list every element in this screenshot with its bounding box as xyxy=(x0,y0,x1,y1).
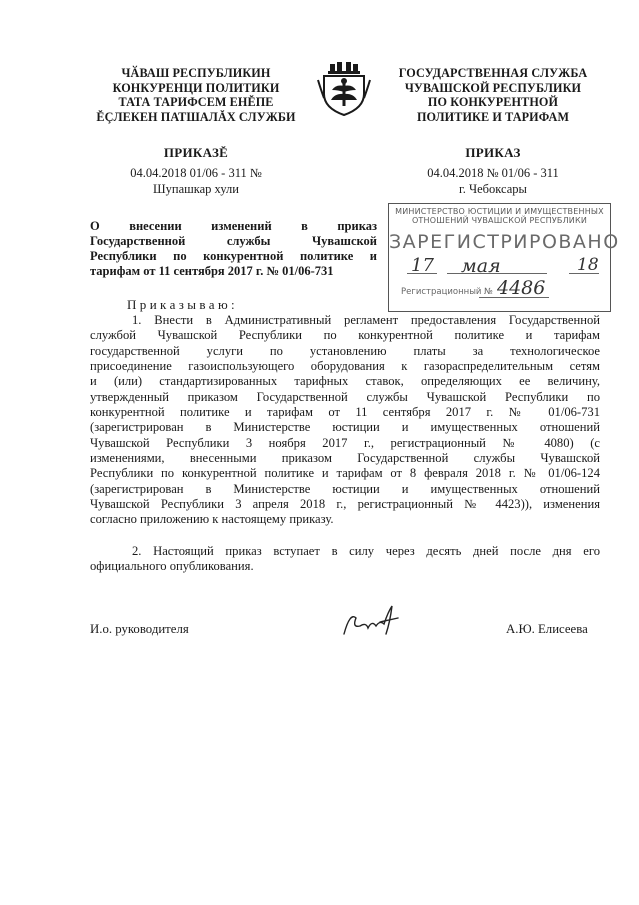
stamp-year: 18 xyxy=(577,255,599,275)
body-line: (зарегистрирован в Министерстве юстиции и имущественных отношений xyxy=(90,420,600,435)
body-line: 1. Внести в Административный регламент предоставления Государственной xyxy=(132,313,600,327)
stamp-day: 17 xyxy=(411,255,434,276)
header-right-line: ПОЛИТИКЕ И ТАРИФАМ xyxy=(416,109,570,124)
body-line: (зарегистрирован в Министерстве юстиции и имущественных отношений xyxy=(90,481,600,496)
subject-line: тарифам от 11 сентября 2017 г. № 01/06-731 xyxy=(90,264,334,278)
body-line: конкурентной политике и тарифам от 11 сентября 2017 г. № 01/06-731 xyxy=(90,405,600,420)
paragraph-2 xyxy=(90,544,600,575)
header-left xyxy=(96,66,296,124)
handwritten-signature xyxy=(340,598,402,642)
signer-position: И.о. руководителя xyxy=(90,622,189,636)
header-right-line: ЧУВАШСКОЙ РЕСПУБЛИКИ xyxy=(404,80,582,95)
body-line: официального опубликования. xyxy=(90,559,254,574)
body-line: присоединение газоиспользующего оборудования к газораспределительным сетям xyxy=(90,359,600,374)
header-left-line: КОНКУРЕНЦИ ПОЛИТИКИ xyxy=(112,80,280,95)
stamp-ministry-line: МИНИСТЕРСТВО ЮСТИЦИИ И ИМУЩЕСТВЕННЫХ xyxy=(395,207,604,216)
header-left-line: ЧӐВАШ РЕСПУБЛИКИН xyxy=(121,66,271,80)
body-line: государственной услуги по установлению платы за технологическое xyxy=(90,343,600,358)
header-left-line: ĔÇЛЕКЕН ПАТШАЛĂХ СЛУЖБИ xyxy=(96,109,296,124)
header-right-line: ГОСУДАРСТВЕННАЯ СЛУЖБА xyxy=(398,66,588,80)
body-line: 2. Настоящий приказ вступает в силу через десять дней после дня его xyxy=(132,544,600,558)
doc-type-left: ПРИКАЗĔ xyxy=(163,145,229,160)
body-line: и (или) стандартизированных тарифных ставок, определяющих ее величину, xyxy=(90,374,600,389)
paragraph-1 xyxy=(90,313,600,528)
stamp-registered-label: ЗАРЕГИСТРИРОВАНО xyxy=(389,231,620,253)
stamp-reg-label: Регистрационный № xyxy=(401,287,493,297)
stamp-ministry-line: ОТНОШЕНИЙ ЧУВАШСКОЙ РЕСПУБЛИКИ xyxy=(411,216,588,225)
chuvash-coat-of-arms-icon xyxy=(316,60,372,118)
date-number-right: 04.04.2018 № 01/06 - 311 xyxy=(427,166,559,180)
signer-name: А.Ю. Елисеева xyxy=(506,622,588,636)
body-line: утвержденный приказом Государственной службы Чувашской Республики по xyxy=(90,389,600,404)
subject-line: О внесении изменений в приказ xyxy=(90,219,377,233)
subject-line: Государственной службы Чувашской xyxy=(90,234,377,248)
body-line: Чувашской Республики 3 апреля 2018 г., регистрационный № 4423)), изменения xyxy=(90,497,600,512)
city-right: г. Чебоксары xyxy=(459,182,527,196)
body-line: Республики по конкурентной политике и тарифам от 8 февраля 2018 г. № 01/06-124 xyxy=(90,466,600,481)
subject-block xyxy=(90,219,377,279)
header-right xyxy=(388,66,598,124)
date-number-left: 04.04.2018 01/06 - 311 № xyxy=(130,166,262,180)
header-left-line: ТАТА ТАРИФСЕМ ЕНĔПЕ xyxy=(118,95,274,109)
city-left: Шупашкар хули xyxy=(153,182,239,196)
doc-type-right: ПРИКАЗ xyxy=(465,145,521,160)
header-right-line: ПО КОНКУРЕНТНОЙ xyxy=(427,95,559,109)
registration-stamp xyxy=(388,203,620,312)
stamp-reg-number: 4486 xyxy=(497,277,546,299)
order-word-text: Приказываю: xyxy=(127,297,239,312)
body-line: изменениями, внесенными приказом Государственной службы Чувашской xyxy=(90,451,600,466)
body-line: согласно приложению к настоящему приказу. xyxy=(90,512,334,527)
body-line: службой Чувашской Республики по конкурентной политике и тарифам xyxy=(90,328,600,343)
order-word xyxy=(127,297,238,313)
subject-line: Республики по конкурентной политике и xyxy=(90,249,377,263)
body-line: Чувашской Республики 3 ноября 2017 г., регистрационный № 4080) (с xyxy=(90,435,600,450)
stamp-month: мая xyxy=(461,255,501,277)
